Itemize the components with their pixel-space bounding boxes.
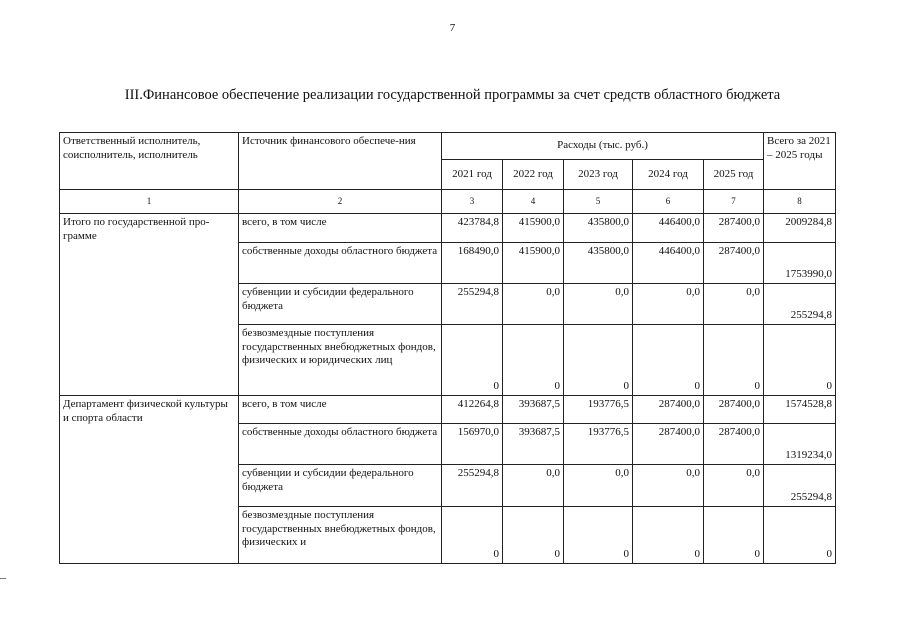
executor-cell: Департамент физической культуры и спорта области [60,396,239,564]
value-cell: 255294,8 [442,284,503,325]
source-cell: субвенции и субсидии федерального бюджета [239,465,442,507]
total-cell: 0 [764,507,836,564]
source-cell: безвозмездные поступления государственных внебюджетных фондов, физических и [239,507,442,564]
source-cell: всего, в том числе [239,396,442,424]
value-cell: 0 [704,325,764,396]
value-cell: 287400,0 [633,424,704,465]
value-cell: 0,0 [564,284,633,325]
page-number: 7 [449,22,456,34]
value-cell: 0 [633,325,704,396]
value-cell: 0,0 [503,284,564,325]
header-year: 2023 год [564,160,633,190]
total-cell: 1753990,0 [764,243,836,284]
column-number: 3 [442,190,503,214]
value-cell: 0,0 [704,465,764,507]
total-cell: 1319234,0 [764,424,836,465]
table-row [60,214,836,243]
value-cell: 0 [442,507,503,564]
source-cell: всего, в том числе [239,214,442,243]
table-row [60,396,836,424]
value-cell: 393687,5 [503,396,564,424]
value-cell: 287400,0 [633,396,704,424]
value-cell: 168490,0 [442,243,503,284]
header-source: Источник финансового обеспече-ния [239,133,442,190]
header-year: 2022 год [503,160,564,190]
header-total: Всего за 2021 – 2025 годы [764,133,836,190]
value-cell: 0,0 [503,465,564,507]
value-cell: 0 [503,507,564,564]
value-cell: 156970,0 [442,424,503,465]
value-cell: 0 [503,325,564,396]
value-cell: 415900,0 [503,243,564,284]
value-cell: 393687,5 [503,424,564,465]
header-executor: Ответственный исполнитель, соисполнитель, исполнитель [60,133,239,190]
source-cell: собственные доходы областного бюджета [239,243,442,284]
value-cell: 193776,5 [564,424,633,465]
header-year: 2021 год [442,160,503,190]
source-cell: субвенции и субсидии федерального бюджета [239,284,442,325]
value-cell: 0,0 [704,284,764,325]
column-number: 2 [239,190,442,214]
value-cell: 0 [704,507,764,564]
value-cell: 446400,0 [633,243,704,284]
value-cell: 287400,0 [704,396,764,424]
column-number: 8 [764,190,836,214]
margin-mark [0,578,6,579]
header-year: 2025 год [704,160,764,190]
value-cell: 446400,0 [633,214,704,243]
total-cell: 0 [764,325,836,396]
value-cell: 193776,5 [564,396,633,424]
value-cell: 423784,8 [442,214,503,243]
value-cell: 0 [564,507,633,564]
total-cell: 2009284,8 [764,214,836,243]
total-cell: 1574528,8 [764,396,836,424]
column-number: 7 [704,190,764,214]
source-cell: собственные доходы областного бюджета [239,424,442,465]
column-number-row [60,190,836,214]
value-cell: 435800,0 [564,243,633,284]
total-cell: 255294,8 [764,284,836,325]
column-number: 4 [503,190,564,214]
value-cell: 435800,0 [564,214,633,243]
column-number: 5 [564,190,633,214]
section-title: III.Финансовое обеспечение реализации государственной программы за счет средств областного бюджета [124,87,781,103]
value-cell: 0 [442,325,503,396]
source-cell: безвозмездные поступления государственных внебюджетных фондов, физических и юридических лиц [239,325,442,396]
header-expenses: Расходы (тыс. руб.) [442,133,764,160]
value-cell: 287400,0 [704,424,764,465]
column-number: 6 [633,190,704,214]
value-cell: 255294,8 [442,465,503,507]
value-cell: 0,0 [633,284,704,325]
value-cell: 0 [564,325,633,396]
financing-table [59,132,836,564]
value-cell: 412264,8 [442,396,503,424]
column-number: 1 [60,190,239,214]
header-row [60,133,836,160]
header-year: 2024 год [633,160,704,190]
value-cell: 0,0 [564,465,633,507]
value-cell: 0,0 [633,465,704,507]
value-cell: 0 [633,507,704,564]
total-cell: 255294,8 [764,465,836,507]
executor-cell: Итого по государственной про-грамме [60,214,239,396]
value-cell: 287400,0 [704,243,764,284]
value-cell: 287400,0 [704,214,764,243]
value-cell: 415900,0 [503,214,564,243]
